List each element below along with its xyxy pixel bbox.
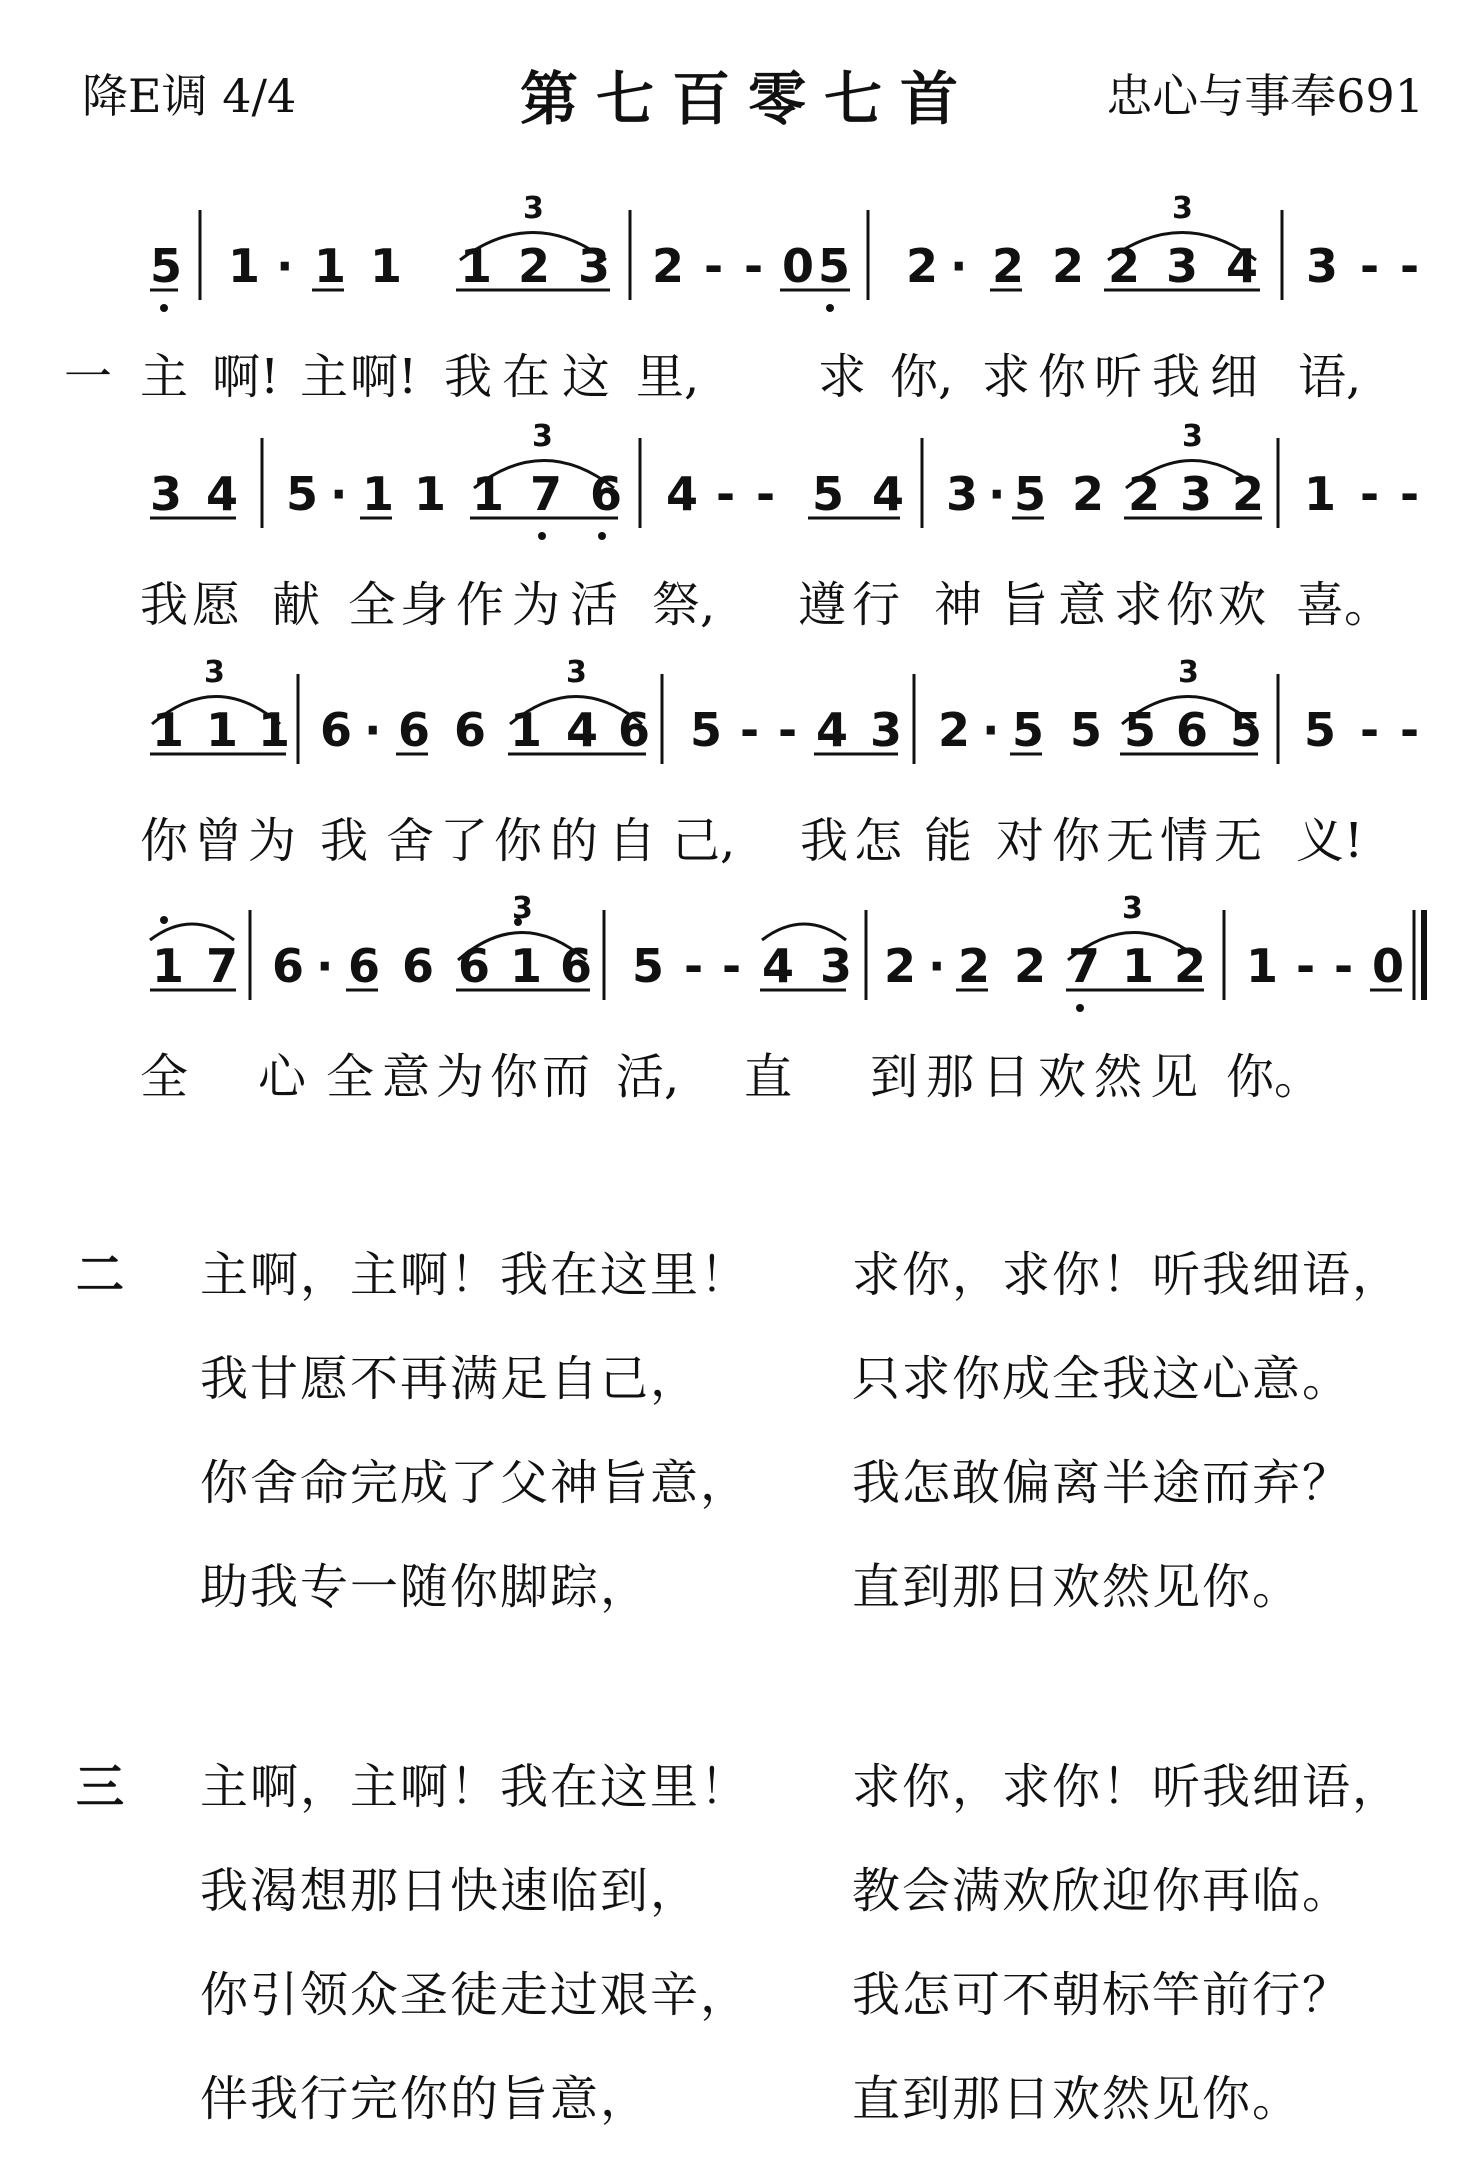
note: 1	[370, 239, 403, 293]
lyric-word: 细	[1210, 349, 1259, 405]
note: 7	[1068, 939, 1101, 993]
note: 1	[1122, 939, 1155, 993]
dash: -	[722, 939, 742, 993]
lyric-word: 啊!	[350, 349, 418, 405]
lyric-word: 我	[1152, 349, 1201, 405]
lyric-word: 全	[348, 577, 397, 633]
lyric-word: 你	[1038, 349, 1087, 405]
note: 1	[1304, 467, 1337, 521]
verse-3-line-2-left: 我渴想那日快速临到，	[200, 1863, 701, 1919]
triplet-mark: 3	[1178, 655, 1199, 690]
lyric-word: 我	[444, 349, 493, 405]
lyric-word: 遵	[798, 577, 847, 633]
lyric-word: 行	[852, 577, 901, 633]
note: 5	[1070, 703, 1103, 757]
note: 1	[510, 939, 543, 993]
note: 1	[510, 703, 543, 757]
hymn-reference: 忠心与事奉691	[1106, 69, 1424, 123]
note: 6	[398, 703, 431, 757]
note: 3	[1180, 467, 1213, 521]
lyric-word: 里,	[636, 349, 700, 405]
lyric-word: 能	[924, 813, 973, 869]
lyric-word: 那	[926, 1049, 975, 1105]
lyric-word: 为	[512, 577, 561, 633]
lyric-word: 意	[1058, 577, 1107, 633]
lyric-word: 你	[494, 813, 543, 869]
note: 3	[870, 703, 903, 757]
verse-3-line-4-right: 直到那日欢然见你。	[852, 2071, 1303, 2127]
note: 6	[320, 703, 353, 757]
lyric-line-2	[0, 566, 1470, 633]
lyric-word: 见	[1150, 1049, 1199, 1105]
dash: -	[1360, 239, 1380, 293]
note: 3	[1166, 239, 1199, 293]
note: 0	[1372, 939, 1405, 993]
note: 5	[818, 239, 851, 293]
lyric-word: 作	[456, 577, 505, 633]
triplet-mark: 3	[523, 191, 544, 226]
lyric-word: 在	[502, 349, 551, 405]
lyric-word: 献	[272, 577, 321, 633]
verse-3-line-1-right: 求你，求你！听我细语，	[852, 1759, 1403, 1815]
score-system-4	[0, 890, 1470, 1010]
dash: -	[1400, 467, 1420, 521]
score-system-2	[0, 418, 1470, 538]
lyric-word: 求	[982, 349, 1031, 405]
score-system-3	[0, 654, 1470, 774]
lyric-word: 你	[490, 1049, 539, 1105]
note: 3	[946, 467, 979, 521]
lyric-word: 这	[562, 349, 611, 405]
note-dot: ·	[928, 939, 946, 993]
verse-3-line-2-right: 教会满欢欣迎你再临。	[852, 1863, 1353, 1919]
lyric-word: 全	[326, 1049, 375, 1105]
note: 2	[884, 939, 917, 993]
lyric-word: 求	[1114, 577, 1163, 633]
lyric-word: 而	[542, 1049, 591, 1105]
triplet-mark: 3	[1122, 891, 1143, 926]
note: 6	[402, 939, 435, 993]
note-row-4	[152, 939, 1404, 993]
note: 1	[414, 467, 447, 521]
dash: -	[756, 467, 776, 521]
note: 4	[816, 703, 849, 757]
verse-3-line-3-right: 我怎可不朝标竿前行？	[852, 1967, 1353, 2023]
note: 4	[206, 467, 239, 521]
triplet-mark: 3	[204, 655, 225, 690]
lyric-word: 你。	[1226, 1049, 1323, 1105]
dash: -	[1360, 467, 1380, 521]
dash: -	[716, 467, 736, 521]
lyric-word: 自	[608, 813, 657, 869]
lyric-word: 情	[1160, 813, 1209, 869]
note: 2	[1108, 239, 1141, 293]
note: 3	[820, 939, 853, 993]
notation-system-3	[0, 654, 1470, 784]
lyric-word: 活,	[616, 1049, 680, 1105]
dash: -	[1360, 703, 1380, 757]
note: 5	[812, 467, 845, 521]
triplet-mark: 3	[512, 891, 533, 926]
notation-system-1	[0, 190, 1470, 320]
dash: -	[744, 239, 764, 293]
note: 6	[458, 939, 491, 993]
triplet-mark: 3	[566, 655, 587, 690]
verse-2-line-3-right: 我怎敢偏离半途而弃？	[852, 1455, 1353, 1511]
lyric-word: 无	[1214, 813, 1263, 869]
note: 1	[362, 467, 395, 521]
note-row-1	[150, 239, 1419, 293]
note: 1	[228, 239, 261, 293]
note-dot: ·	[950, 239, 968, 293]
note: 1	[152, 703, 185, 757]
note: 6	[1176, 703, 1209, 757]
lyric-word: 全	[140, 1049, 189, 1105]
triplet-mark: 3	[1172, 191, 1193, 226]
lyric-word: 旨	[1000, 577, 1049, 633]
lyric-word: 我	[140, 577, 189, 633]
dash: -	[684, 939, 704, 993]
lyric-word: 义!	[1296, 813, 1364, 869]
note: 4	[872, 467, 905, 521]
lyric-word: 怎	[854, 813, 903, 869]
dash: -	[740, 703, 760, 757]
verse-number-2: 二	[76, 1247, 125, 1303]
note: 5	[1124, 703, 1157, 757]
note: 3	[578, 239, 611, 293]
lyric-word: 听	[1094, 349, 1143, 405]
note: 5	[1230, 703, 1263, 757]
note: 2	[906, 239, 939, 293]
note: 4	[566, 703, 599, 757]
note-row-2	[150, 467, 1419, 521]
lyric-word: 欢	[1218, 577, 1267, 633]
dash: -	[1296, 939, 1316, 993]
note: 1	[1246, 939, 1279, 993]
note: 6	[454, 703, 487, 757]
verse-2-line-1-left: 主啊，主啊！我在这里！	[200, 1247, 751, 1303]
note: 2	[518, 239, 551, 293]
note: 5	[690, 703, 723, 757]
notation-system-2	[0, 418, 1470, 548]
note: 1	[258, 703, 291, 757]
note-dot: ·	[364, 703, 382, 757]
lyric-word: 你	[1166, 577, 1215, 633]
note: 2	[938, 703, 971, 757]
note: 2	[1174, 939, 1207, 993]
dash: -	[1400, 239, 1420, 293]
note: 2	[1014, 939, 1047, 993]
notation-system-4	[0, 890, 1470, 1020]
note-dot: ·	[988, 467, 1006, 521]
note: 0	[782, 239, 815, 293]
note: 2	[1232, 467, 1265, 521]
note-dot: ·	[276, 239, 294, 293]
lyric-word: 日	[982, 1049, 1031, 1105]
verse-2-line-3-left: 你舍命完成了父神旨意，	[200, 1455, 751, 1511]
lyric-word: 喜。	[1296, 577, 1393, 633]
note: 5	[1012, 703, 1045, 757]
note: 6	[272, 939, 305, 993]
note: 6	[560, 939, 593, 993]
lyric-word: 你	[1052, 813, 1101, 869]
lyric-line-4	[0, 1038, 1470, 1105]
verse-number-3: 三	[76, 1759, 125, 1815]
note: 2	[1128, 467, 1161, 521]
note: 2	[992, 239, 1025, 293]
hymn-title: 第七百零七首	[520, 65, 977, 133]
note: 7	[206, 939, 239, 993]
note: 5	[1014, 467, 1047, 521]
note-dot: ·	[982, 703, 1000, 757]
note: 1	[152, 939, 185, 993]
lyric-word: 欢	[1038, 1049, 1087, 1105]
note: 5	[150, 239, 183, 293]
dash: -	[1400, 703, 1420, 757]
lyric-word: 啊!	[212, 349, 280, 405]
lyric-word: 己,	[672, 813, 736, 869]
note-dot: ·	[316, 939, 334, 993]
lyric-word: 活	[570, 577, 619, 633]
lyric-word: 神	[934, 577, 983, 633]
note-row-3	[152, 703, 1419, 757]
note: 3	[1306, 239, 1339, 293]
lyric-word: 到	[870, 1049, 919, 1105]
lyric-word: 为	[248, 813, 297, 869]
lyric-word: 舍	[386, 813, 435, 869]
lyric-line-1	[0, 338, 1470, 405]
triplet-mark: 3	[1182, 419, 1203, 454]
dash: -	[1334, 939, 1354, 993]
lyric-word: 心	[258, 1049, 307, 1105]
lyric-word: 曾	[194, 813, 243, 869]
verse-2-line-4-right: 直到那日欢然见你。	[852, 1559, 1303, 1615]
lyric-word: 我	[800, 813, 849, 869]
lyric-word: 语,	[1298, 349, 1362, 405]
note: 6	[618, 703, 651, 757]
note: 6	[590, 467, 623, 521]
lyric-word: 主	[300, 349, 349, 405]
triplet-mark: 3	[532, 419, 553, 454]
note: 2	[1052, 239, 1085, 293]
note: 6	[348, 939, 381, 993]
note: 5	[1304, 703, 1337, 757]
lyric-word: 直	[744, 1049, 793, 1105]
lyric-word: 身	[400, 577, 449, 633]
note: 5	[632, 939, 665, 993]
verse-2-line-2-left: 我甘愿不再满足自己，	[200, 1351, 701, 1407]
lyric-word: 意	[382, 1049, 431, 1105]
note: 7	[530, 467, 563, 521]
note: 4	[1226, 239, 1259, 293]
note: 2	[958, 939, 991, 993]
note: 3	[150, 467, 183, 521]
verse-3-line-3-left: 你引领众圣徒走过艰辛，	[200, 1967, 751, 2023]
dots	[538, 532, 606, 540]
note: 1	[460, 239, 493, 293]
score-system-1	[0, 190, 1470, 310]
lyric-word: 主	[140, 349, 189, 405]
verse-number: 一	[64, 349, 113, 405]
lyric-word: 我	[320, 813, 369, 869]
lyric-word: 祭,	[652, 577, 716, 633]
note: 1	[206, 703, 239, 757]
dots	[160, 304, 834, 312]
note: 2	[652, 239, 685, 293]
note: 4	[762, 939, 795, 993]
note: 1	[314, 239, 347, 293]
note: 4	[666, 467, 699, 521]
verse-2-line-4-left: 助我专一随你脚踪，	[200, 1559, 651, 1615]
note-dot: ·	[330, 467, 348, 521]
lyric-word: 求	[818, 349, 867, 405]
lyric-word: 为	[436, 1049, 485, 1105]
verse-2-line-1-right: 求你，求你！听我细语，	[852, 1247, 1403, 1303]
verse-2-line-2-right: 只求你成全我这心意。	[852, 1351, 1353, 1407]
note: 2	[1072, 467, 1105, 521]
lyric-word: 你,	[890, 349, 954, 405]
dash: -	[704, 239, 724, 293]
lyric-word: 了	[440, 813, 489, 869]
note: 5	[286, 467, 319, 521]
verse-3-line-4-left: 伴我行完你的旨意，	[200, 2071, 651, 2127]
lyric-word: 对	[996, 813, 1045, 869]
key-signature: 降E调 4/4	[82, 69, 297, 123]
dash: -	[778, 703, 798, 757]
lyric-word: 愿	[192, 577, 241, 633]
lyric-word: 的	[550, 813, 599, 869]
lyric-word: 无	[1106, 813, 1155, 869]
verse-3-line-1-left: 主啊，主啊！我在这里！	[200, 1759, 751, 1815]
lyric-word: 然	[1094, 1049, 1143, 1105]
lyric-line-3	[0, 802, 1470, 869]
lyric-word: 你	[140, 813, 189, 869]
note: 1	[472, 467, 505, 521]
